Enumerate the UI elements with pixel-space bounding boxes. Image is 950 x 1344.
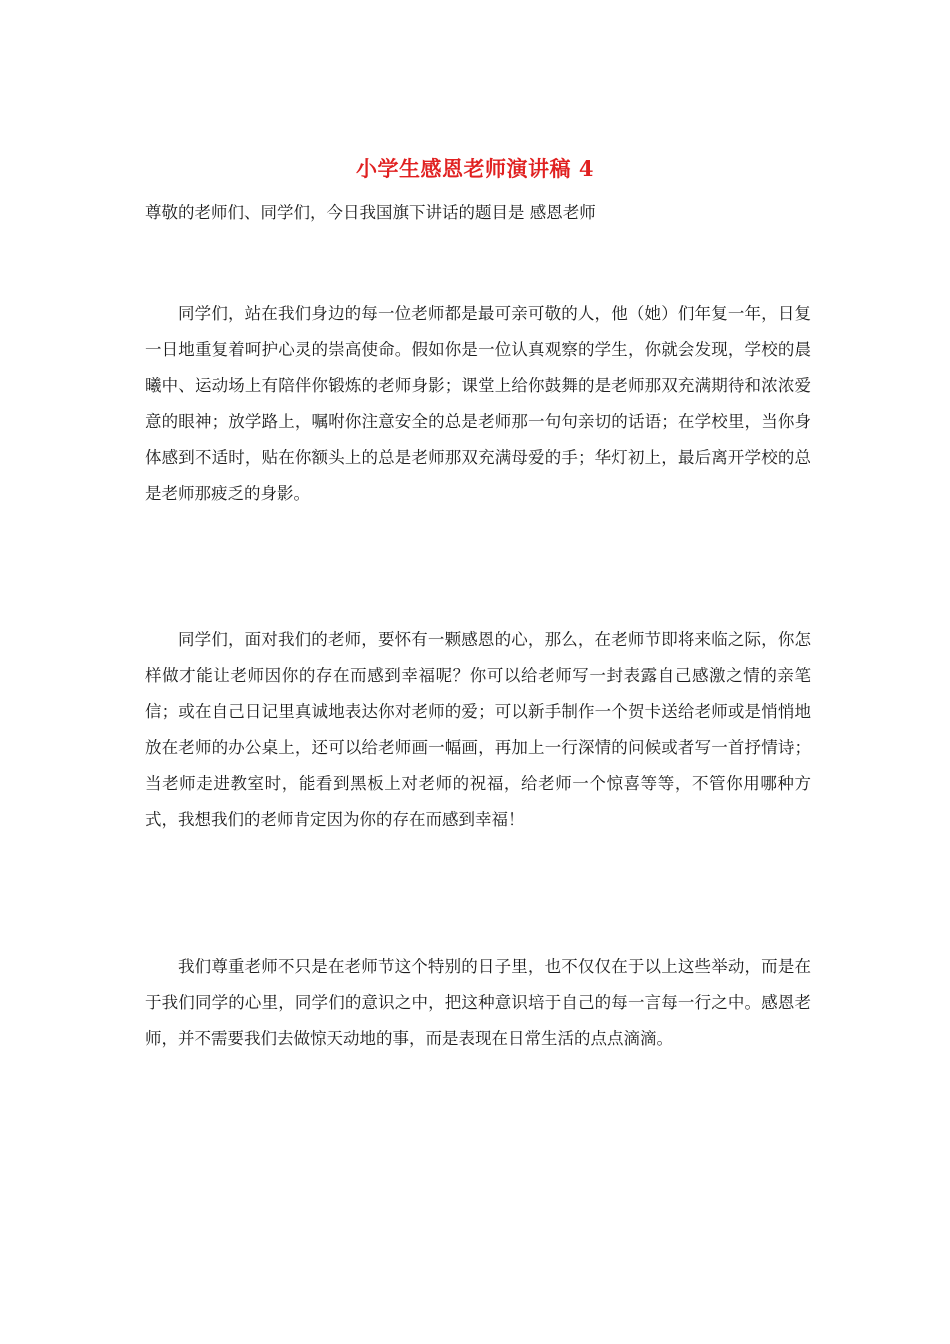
speech-greeting: 尊敬的老师们、同学们，今日我国旗下讲话的题目是 感恩老师 xyxy=(145,203,596,222)
document-title: 小学生感恩老师演讲稿 4 xyxy=(356,156,594,181)
body-paragraph-2: 同学们，面对我们的老师，要怀有一颗感恩的心，那么，在老师节即将来临之际，你怎样做才能让老师因你的存在而感到幸福呢？你可以给老师写一封表露自己感激之情的亲笔信；或在自己日记里真诚地表达你对老师的爱；可以新手制作一个贺卡送给老师或是悄悄地放在老师的办公桌上，还可以给老师画一幅画，再加上一行深情的问候或者写一首抒情诗；当老师走进教室时，能看到黑板上对老师的祝福，给老师一个惊喜等等，不管你用哪种方式，我想我们的老师肯定因为你的存在而感到幸福！ xyxy=(145,630,811,829)
body-paragraph-1: 同学们，站在我们身边的每一位老师都是最可亲可敬的人，他（她）们年复一年，日复一日地重复着呵护心灵的崇高使命。假如你是一位认真观察的学生，你就会发现，学校的晨曦中、运动场上有陪伴你锻炼的老师身影；课堂上给你鼓舞的是老师那双充满期待和浓浓爱意的眼神；放学路上，嘱咐你注意安全的总是老师那一句句亲切的话语；在学校里，当你身体感到不适时，贴在你额头上的总是老师那双充满母爱的手；华灯初上，最后离开学校的总是老师那疲乏的身影。 xyxy=(145,304,811,503)
body-paragraph-3: 我们尊重老师不只是在老师节这个特别的日子里，也不仅仅在于以上这些举动，而是在于我们同学的心里，同学们的意识之中，把这种意识培于自己的每一言每一行之中。感恩老师，并不需要我们去做惊天动地的事，而是表现在日常生活的点点滴滴。 xyxy=(145,957,811,1048)
